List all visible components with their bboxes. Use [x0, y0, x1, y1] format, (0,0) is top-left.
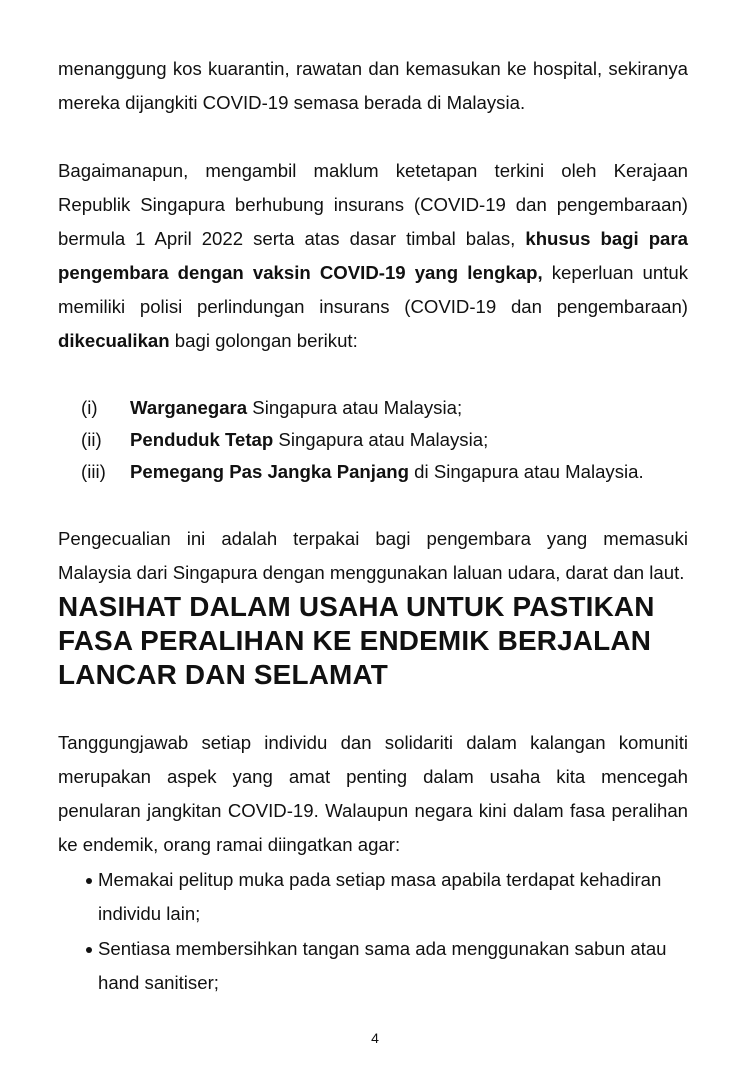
bullet-dot-icon — [86, 947, 92, 953]
document-page — [58, 52, 688, 1000]
paragraph-exemption-text-c: bagi golongan berikut: — [169, 330, 358, 351]
bullet-item-text: Memakai pelitup muka pada setiap masa apabila terdapat kehadiran individu lain; — [98, 869, 662, 924]
paragraph-exemption — [58, 154, 688, 358]
bullet-dot-icon — [86, 878, 92, 884]
paragraph-routes: Pengecualian ini adalah terpakai bagi pengembara yang memasuki Malaysia dari Singapura dengan menggunakan laluan udara, darat dan laut. — [58, 528, 688, 583]
section-heading: NASIHAT DALAM USAHA UNTUK PASTIKAN FASA PERALIHAN KE ENDEMIK BERJALAN LANCAR DAN SELAMAT — [58, 591, 655, 690]
paragraph-advice: Tanggungjawab setiap individu dan solidariti dalam kalangan komuniti merupakan aspek yang amat penting dalam usaha kita mencegah penularan jangkitan COVID-19. Walaupun negara kini dalam fasa peralihan ke endemik, orang ramai diingatkan agar: — [58, 732, 688, 855]
exempt-groups-list — [58, 392, 688, 488]
paragraph-exemption-text-a: Bagaimanapun, mengambil maklum ketetapan terkini oleh Kerajaan Republik Singapura berhubung insurans (COVID-19 dan pengembaraan) bermula 1 April 2022 serta atas dasar timbal balas, — [58, 160, 688, 249]
list-item — [58, 392, 688, 424]
bullet-item-text: Sentiasa membersihkan tangan sama ada menggunakan sabun atau hand sanitiser; — [98, 938, 667, 993]
list-item-bold: Pemegang Pas Jangka Panjang — [130, 461, 410, 482]
bullet-item — [58, 932, 688, 1000]
list-item-text: di Singapura atau Malaysia. — [409, 461, 644, 482]
paragraph-exemption-bold-b: dikecualikan — [58, 330, 170, 351]
list-item-bold: Warganegara — [130, 397, 248, 418]
list-item — [58, 424, 688, 456]
advice-bullet-list — [58, 863, 688, 1000]
list-item-number: (iii) — [81, 461, 106, 482]
list-item-number: (i) — [81, 397, 98, 418]
page-number: 4 — [371, 1030, 379, 1046]
list-item-number: (ii) — [81, 429, 102, 450]
list-item-text: Singapura atau Malaysia; — [273, 429, 489, 450]
paragraph-exemption-text-b: keperluan untuk memiliki polisi perlindungan insurans (COVID-19 dan pengembaraan) — [58, 262, 689, 317]
bullet-item — [58, 863, 688, 931]
list-item-text: Singapura atau Malaysia; — [247, 397, 463, 418]
list-item — [58, 456, 688, 488]
paragraph-open: menanggung kos kuarantin, rawatan dan kemasukan ke hospital, sekiranya mereka dijangkiti COVID-19 semasa berada di Malaysia. — [58, 58, 688, 113]
paragraph-exemption-bold-a: khusus bagi para pengembara dengan vaksin COVID-19 yang lengkap, — [58, 228, 688, 283]
list-item-bold: Penduduk Tetap — [130, 429, 274, 450]
